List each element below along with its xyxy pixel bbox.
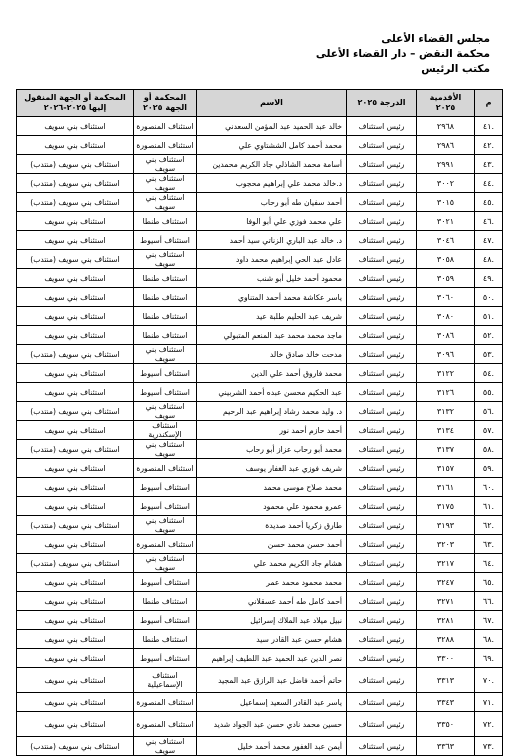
court-from-cell: استئناف أسيوط [134,573,197,592]
row-number: .٥٢ [475,326,503,345]
court-to-cell: استئناف بني سويف [17,459,134,478]
row-number: .٦١ [475,497,503,516]
court-from-cell: استئناف أسيوط [134,364,197,383]
court-title: محكمة النقض – دار القضاء الأعلى [315,48,490,60]
name-cell: محمود أحمد خليل أبو شنب [197,269,347,288]
table-row [17,307,503,326]
court-to-cell: استئناف بني سويف [17,288,134,307]
name-cell: محمد أبو رحاب عزاز أبو رحاب [197,440,347,459]
court-from-cell: استئناف المنصورة [134,693,197,712]
table-row [17,497,503,516]
court-to-cell: استئناف بني سويف [17,668,134,693]
grade-cell: رئيس استئناف [347,212,417,231]
seniority-cell: ٣٢٤٧ [417,573,475,592]
court-to-cell: استئناف بني سويف [17,136,134,155]
office-title: مكتب الرئيس [421,63,490,75]
seniority-cell: ٢٩٦٨ [417,117,475,136]
col-header-court-to: المحكمة أو الجهة المنقول إليها ٢٠٢٥-٢٠٢٦ [17,90,134,117]
name-cell: د.خالد محمد علي إبراهيم محجوب [197,174,347,193]
col-header-name: الاسم [197,90,347,117]
court-to-cell: استئناف بني سويف [17,592,134,611]
document-header [316,32,490,77]
row-number: .٦٥ [475,573,503,592]
seniority-cell: ٣٣٠٠ [417,649,475,668]
row-number: .٤٤ [475,174,503,193]
court-from-cell: استئناف طنطا [134,288,197,307]
table-row [17,402,503,421]
name-cell: نصر الدين عبد الحميد عبد اللطيف إبراهيم [197,649,347,668]
name-cell: محمد فاروق أحمد علي الدين [197,364,347,383]
court-to-cell: استئناف بني سويف (منتدب) [17,174,134,193]
name-cell: علي محمد فوزي علي أبو الوفا [197,212,347,231]
row-number: .٦٣ [475,535,503,554]
col-header-m: م [475,90,503,117]
table-row [17,630,503,649]
name-cell: حسين محمد نادي حسن عبد الجواد شديد [197,712,347,737]
transfers-table [16,89,503,756]
name-cell: أسامة محمد الشاذلي جاد الكريم محمدين [197,155,347,174]
grade-cell: رئيس استئناف [347,440,417,459]
court-from-cell: استئناف بني سويف [134,250,197,269]
seniority-cell: ٣١٧٥ [417,497,475,516]
grade-cell: رئيس استئناف [347,402,417,421]
row-number: .٤٨ [475,250,503,269]
seniority-cell: ٣٠٥٨ [417,250,475,269]
table-row [17,212,503,231]
grade-cell: رئيس استئناف [347,231,417,250]
grade-cell: رئيس استئناف [347,516,417,535]
court-from-cell: استئناف طنطا [134,630,197,649]
table-row [17,649,503,668]
row-number: .٤٧ [475,231,503,250]
row-number: .٥٨ [475,440,503,459]
name-cell: شريف فوزي عبد الغفار يوسف [197,459,347,478]
seniority-cell: ٣٠٦٠ [417,288,475,307]
row-number: .٦٦ [475,592,503,611]
table-row [17,440,503,459]
row-number: .٥٤ [475,364,503,383]
name-cell: مدحت خالد صادق خالد [197,345,347,364]
name-cell: خالد عبد الحميد عبد المؤمن السعدني [197,117,347,136]
table-row [17,231,503,250]
seniority-cell: ٣٢٨١ [417,611,475,630]
grade-cell: رئيس استئناف [347,307,417,326]
seniority-cell: ٣٠٤٦ [417,231,475,250]
court-from-cell: استئناف أسيوط [134,497,197,516]
seniority-cell: ٣١٦١ [417,478,475,497]
name-cell: أحمد حازم أحمد نور [197,421,347,440]
court-from-cell: استئناف أسيوط [134,478,197,497]
name-cell: حاتم أحمد فاضل عبد الرازق عبد المجيد [197,668,347,693]
col-header-seniority: الأقدمية ٢٠٢٥ [417,90,475,117]
court-to-cell: استئناف بني سويف [17,573,134,592]
court-from-cell: استئناف بني سويف [134,402,197,421]
court-from-cell: استئناف أسيوط [134,231,197,250]
name-cell: أيمن عبد الغفور محمد أحمد خليل [197,737,347,756]
court-to-cell: استئناف بني سويف (منتدب) [17,155,134,174]
court-to-cell: استئناف بني سويف [17,712,134,737]
court-from-cell: استئناف المنصورة [134,535,197,554]
grade-cell: رئيس استئناف [347,737,417,756]
name-cell: عبد الحكيم محسن عبده أحمد الشربيني [197,383,347,402]
col-header-court-from: المحكمة أو الجهة ٢٠٢٥ [134,90,197,117]
table-row [17,326,503,345]
court-to-cell: استئناف بني سويف (منتدب) [17,554,134,573]
grade-cell: رئيس استئناف [347,364,417,383]
table-row [17,174,503,193]
name-cell: ياسر عكاشة محمد أحمد المتناوي [197,288,347,307]
grade-cell: رئيس استئناف [347,592,417,611]
grade-cell: رئيس استئناف [347,117,417,136]
table-row [17,383,503,402]
seniority-cell: ٣١٩٣ [417,516,475,535]
seniority-cell: ٢٩٨٦ [417,136,475,155]
court-from-cell: استئناف المنصورة [134,712,197,737]
table-row [17,712,503,737]
seniority-cell: ٢٩٩١ [417,155,475,174]
name-cell: عادل عبد الحي إبراهيم محمد داود [197,250,347,269]
seniority-cell: ٣٠٩٦ [417,345,475,364]
court-from-cell: استئناف أسيوط [134,383,197,402]
court-to-cell: استئناف بني سويف [17,364,134,383]
grade-cell: رئيس استئناف [347,421,417,440]
grade-cell: رئيس استئناف [347,535,417,554]
table-row [17,478,503,497]
seniority-cell: ٣٢١٧ [417,554,475,573]
grade-cell: رئيس استئناف [347,345,417,364]
grade-cell: رئيس استئناف [347,459,417,478]
row-number: .٥٩ [475,459,503,478]
table-row [17,288,503,307]
name-cell: عمرو محمود علي محمود [197,497,347,516]
grade-cell: رئيس استئناف [347,193,417,212]
court-to-cell: استئناف بني سويف [17,497,134,516]
court-from-cell: استئناف أسيوط [134,611,197,630]
court-from-cell: استئناف بني سويف [134,193,197,212]
court-to-cell: استئناف بني سويف [17,269,134,288]
court-to-cell: استئناف بني سويف [17,535,134,554]
row-number: .٦٤ [475,554,503,573]
grade-cell: رئيس استئناف [347,554,417,573]
name-cell: محمد صلاح موسى محمد [197,478,347,497]
grade-cell: رئيس استئناف [347,155,417,174]
court-from-cell: استئناف بني سويف [134,440,197,459]
court-to-cell: استئناف بني سويف [17,693,134,712]
name-cell: شريف عبد الحليم طلبة عيد [197,307,347,326]
court-from-cell: استئناف بني سويف [134,516,197,535]
col-header-grade: الدرجة ٢٠٢٥ [347,90,417,117]
row-number: .٧٣ [475,737,503,756]
row-number: .٥٣ [475,345,503,364]
seniority-cell: ٣١٢٦ [417,383,475,402]
seniority-cell: ٣٠٨٦ [417,326,475,345]
court-from-cell: استئناف بني سويف [134,174,197,193]
court-to-cell: استئناف بني سويف [17,383,134,402]
row-number: .٤٦ [475,212,503,231]
row-number: .٦٧ [475,611,503,630]
row-number: .٥٧ [475,421,503,440]
court-to-cell: استئناف بني سويف [17,630,134,649]
grade-cell: رئيس استئناف [347,712,417,737]
seniority-cell: ٣٠٢١ [417,212,475,231]
grade-cell: رئيس استئناف [347,611,417,630]
table-row [17,592,503,611]
court-from-cell: استئناف طنطا [134,269,197,288]
row-number: .٥٥ [475,383,503,402]
court-to-cell: استئناف بني سويف (منتدب) [17,440,134,459]
court-to-cell: استئناف بني سويف [17,326,134,345]
court-from-cell: استئناف طنطا [134,307,197,326]
court-to-cell: استئناف بني سويف [17,421,134,440]
name-cell: محمد أحمد كامل الششتاوي علي [197,136,347,155]
table-row [17,136,503,155]
court-from-cell: استئناف الإسماعيلية [134,668,197,693]
row-number: .٦٨ [475,630,503,649]
table-row [17,269,503,288]
court-from-cell: استئناف طنطا [134,326,197,345]
seniority-cell: ٣٠١٥ [417,193,475,212]
court-to-cell: استئناف بني سويف [17,117,134,136]
name-cell: ياسر عبد القادر السعيد إسماعيل [197,693,347,712]
court-from-cell: استئناف بني سويف [134,155,197,174]
grade-cell: رئيس استئناف [347,693,417,712]
court-from-cell: استئناف الإسكندرية [134,421,197,440]
grade-cell: رئيس استئناف [347,136,417,155]
row-number: .٦٢ [475,516,503,535]
court-to-cell: استئناف بني سويف [17,231,134,250]
table-row [17,737,503,756]
grade-cell: رئيس استئناف [347,269,417,288]
court-to-cell: استئناف بني سويف (منتدب) [17,737,134,756]
court-to-cell: استئناف بني سويف [17,212,134,231]
table-row [17,459,503,478]
row-number: .٥١ [475,307,503,326]
seniority-cell: ٣١٣٤ [417,421,475,440]
row-number: .٧٢ [475,712,503,737]
grade-cell: رئيس استئناف [347,288,417,307]
seniority-cell: ٣١٥٧ [417,459,475,478]
table-row [17,611,503,630]
table-row [17,364,503,383]
row-number: .٦٠ [475,478,503,497]
court-to-cell: استئناف بني سويف (منتدب) [17,516,134,535]
court-from-cell: استئناف طنطا [134,212,197,231]
seniority-cell: ٣١٢٢ [417,364,475,383]
name-cell: أحمد حسن محمد حسن [197,535,347,554]
row-number: .٤٩ [475,269,503,288]
row-number: .٦٩ [475,649,503,668]
table-header-row [17,90,503,117]
table-row [17,573,503,592]
table-row [17,250,503,269]
court-to-cell: استئناف بني سويف (منتدب) [17,193,134,212]
row-number: .٤١ [475,117,503,136]
seniority-cell: ٣٢٨٨ [417,630,475,649]
seniority-cell: ٣٣٤٣ [417,693,475,712]
table-row [17,117,503,136]
name-cell: د. خالد عبد الباري الزناتي سيد أحمد [197,231,347,250]
grade-cell: رئيس استئناف [347,630,417,649]
row-number: .٤٥ [475,193,503,212]
court-from-cell: استئناف بني سويف [134,345,197,364]
seniority-cell: ٣١٣٧ [417,440,475,459]
row-number: .٤٢ [475,136,503,155]
court-from-cell: استئناف المنصورة [134,117,197,136]
row-number: .٧٠ [475,668,503,693]
seniority-cell: ٣٠٨٠ [417,307,475,326]
row-number: .٤٣ [475,155,503,174]
grade-cell: رئيس استئناف [347,668,417,693]
court-to-cell: استئناف بني سويف [17,611,134,630]
council-title: مجلس القضاء الأعلى [381,33,490,45]
table-row [17,193,503,212]
table-row [17,155,503,174]
row-number: .٧١ [475,693,503,712]
court-to-cell: استئناف بني سويف [17,478,134,497]
grade-cell: رئيس استئناف [347,497,417,516]
name-cell: محمد محمود محمد عمر [197,573,347,592]
name-cell: ماجد محمد محمد عبد المنعم المتبولي [197,326,347,345]
court-to-cell: استئناف بني سويف (منتدب) [17,345,134,364]
grade-cell: رئيس استئناف [347,573,417,592]
seniority-cell: ٣٢٠٣ [417,535,475,554]
table-row [17,693,503,712]
seniority-cell: ٣٣٦٣ [417,737,475,756]
row-number: .٥٠ [475,288,503,307]
seniority-cell: ٣١٣٢ [417,402,475,421]
court-from-cell: استئناف المنصورة [134,136,197,155]
grade-cell: رئيس استئناف [347,478,417,497]
name-cell: أحمد كامل طه أحمد عسقلاني [197,592,347,611]
name-cell: طارق زكريا أحمد صديدة [197,516,347,535]
court-to-cell: استئناف بني سويف (منتدب) [17,250,134,269]
seniority-cell: ٣٠٥٩ [417,269,475,288]
name-cell: هشام جاد الكريم محمد علي [197,554,347,573]
grade-cell: رئيس استئناف [347,649,417,668]
seniority-cell: ٣٠٠٢ [417,174,475,193]
court-from-cell: استئناف أسيوط [134,649,197,668]
name-cell: نبيل ميلاد عبد الملاك إسرائيل [197,611,347,630]
table-row [17,345,503,364]
name-cell: د. وليد محمد رشاد إبراهيم عبد الرحيم [197,402,347,421]
seniority-cell: ٣٢٧١ [417,592,475,611]
seniority-cell: ٣٣٥٠ [417,712,475,737]
name-cell: هشام حسن عبد القادر سيد [197,630,347,649]
table-row [17,421,503,440]
court-from-cell: استئناف بني سويف [134,554,197,573]
name-cell: أحمد سفيان طه أبو رحاب [197,193,347,212]
table-row [17,668,503,693]
court-to-cell: استئناف بني سويف [17,307,134,326]
table-row [17,535,503,554]
grade-cell: رئيس استئناف [347,174,417,193]
grade-cell: رئيس استئناف [347,383,417,402]
court-to-cell: استئناف بني سويف [17,649,134,668]
seniority-cell: ٣٣١٣ [417,668,475,693]
court-from-cell: استئناف طنطا [134,592,197,611]
court-from-cell: استئناف بني سويف [134,737,197,756]
table-row [17,516,503,535]
court-from-cell: استئناف المنصورة [134,459,197,478]
table-row [17,554,503,573]
court-to-cell: استئناف بني سويف (منتدب) [17,402,134,421]
grade-cell: رئيس استئناف [347,250,417,269]
grade-cell: رئيس استئناف [347,326,417,345]
row-number: .٥٦ [475,402,503,421]
